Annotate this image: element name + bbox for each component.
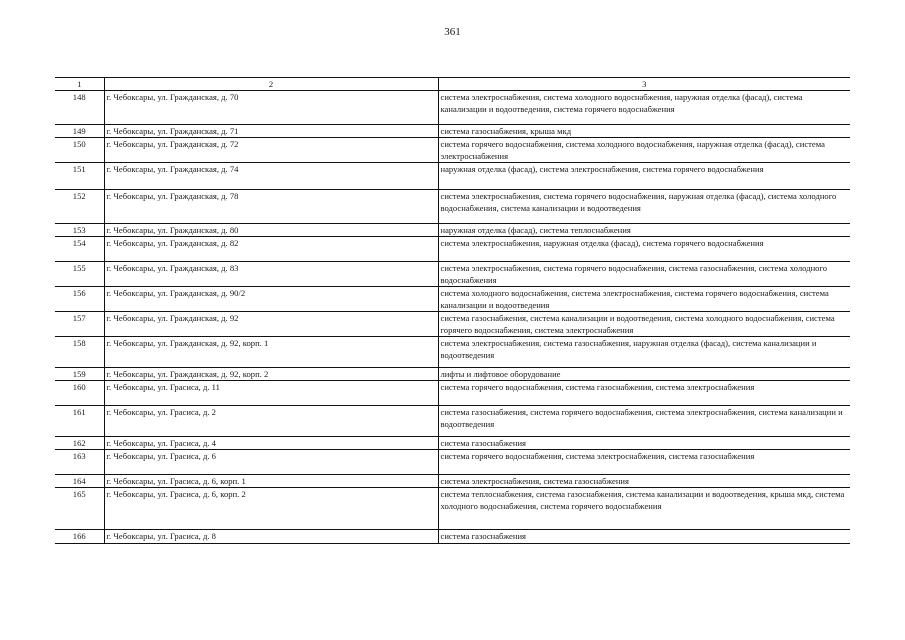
row-address: г. Чебоксары, ул. Гражданская, д. 92 [104,312,438,337]
row-number: 151 [55,163,104,190]
row-number: 164 [55,475,104,488]
row-address: г. Чебоксары, ул. Гражданская, д. 92, корп. 2 [104,368,438,381]
row-systems: система газоснабжения [438,530,850,544]
header-col-3: 3 [438,78,850,91]
table-row [55,368,850,381]
row-number: 150 [55,138,104,163]
row-address: г. Чебоксары, ул. Гражданская, д. 72 [104,138,438,163]
table-row [55,125,850,138]
row-address: г. Чебоксары, ул. Грасиса, д. 6, корп. 2 [104,488,438,530]
table-row [55,237,850,262]
row-number: 152 [55,190,104,224]
row-address: г. Чебоксары, ул. Грасиса, д. 6, корп. 1 [104,475,438,488]
table-row [55,450,850,475]
row-number: 159 [55,368,104,381]
table-row [55,381,850,406]
table-row [55,224,850,237]
row-number: 148 [55,91,104,125]
row-number: 157 [55,312,104,337]
table-row [55,437,850,450]
row-systems: система электроснабжения, наружная отделка (фасад), система горячего водоснабжения [438,237,850,262]
row-systems: система газоснабжения [438,437,850,450]
row-number: 156 [55,287,104,312]
table-row [55,337,850,368]
row-number: 149 [55,125,104,138]
row-systems: лифты и лифтовое оборудование [438,368,850,381]
row-address: г. Чебоксары, ул. Грасиса, д. 6 [104,450,438,475]
row-systems: система теплоснабжения, система газоснабжения, система канализации и водоотведения, крыша мкд, система холодного водоснабжения, система горячего водоснабжения [438,488,850,530]
row-address: г. Чебоксары, ул. Гражданская, д. 70 [104,91,438,125]
row-address: г. Чебоксары, ул. Гражданская, д. 92, корп. 1 [104,337,438,368]
row-address: г. Чебоксары, ул. Гражданская, д. 71 [104,125,438,138]
row-number: 155 [55,262,104,287]
row-systems: система горячего водоснабжения, система холодного водоснабжения, наружная отделка (фасад), система электроснабжения [438,138,850,163]
row-address: г. Чебоксары, ул. Гражданская, д. 74 [104,163,438,190]
row-address: г. Чебоксары, ул. Гражданская, д. 83 [104,262,438,287]
row-systems: система электроснабжения, система горячего водоснабжения, система газоснабжения, система холодного водоснабжения [438,262,850,287]
row-address: г. Чебоксары, ул. Грасиса, д. 8 [104,530,438,544]
row-systems: наружная отделка (фасад), система теплоснабжения [438,224,850,237]
table-row [55,163,850,190]
table-row [55,530,850,544]
row-systems: система электроснабжения, система газоснабжения, наружная отделка (фасад), система канализации и водоотведения [438,337,850,368]
row-systems: система газоснабжения, система горячего водоснабжения, система электроснабжения, система канализации и водоотведения [438,406,850,437]
row-number: 154 [55,237,104,262]
row-number: 165 [55,488,104,530]
row-systems: система электроснабжения, система газоснабжения [438,475,850,488]
row-number: 153 [55,224,104,237]
row-systems: система электроснабжения, система холодного водоснабжения, наружная отделка (фасад), система канализации и водоотведения, система горячего водоснабжения [438,91,850,125]
row-address: г. Чебоксары, ул. Гражданская, д. 90/2 [104,287,438,312]
row-systems: система электроснабжения, система горячего водоснабжения, наружная отделка (фасад), система холодного водоснабжения, система канализации и водоотведения [438,190,850,224]
table-row [55,488,850,530]
table-row [55,287,850,312]
row-address: г. Чебоксары, ул. Гражданская, д. 80 [104,224,438,237]
page-number: 361 [444,26,461,38]
table-row [55,91,850,125]
row-address: г. Чебоксары, ул. Гражданская, д. 78 [104,190,438,224]
table-row [55,262,850,287]
row-systems: система газоснабжения, крыша мкд [438,125,850,138]
row-address: г. Чебоксары, ул. Грасиса, д. 11 [104,381,438,406]
row-number: 163 [55,450,104,475]
row-systems: система холодного водоснабжения, система электроснабжения, система горячего водоснабжения, система канализации и водоотведения [438,287,850,312]
row-systems: система горячего водоснабжения, система электроснабжения, система газоснабжения [438,450,850,475]
table-row [55,406,850,437]
row-number: 161 [55,406,104,437]
table-row [55,312,850,337]
row-address: г. Чебоксары, ул. Грасиса, д. 2 [104,406,438,437]
row-systems: наружная отделка (фасад), система электроснабжения, система горячего водоснабжения [438,163,850,190]
table-row [55,138,850,163]
header-col-1: 1 [55,78,104,91]
row-number: 160 [55,381,104,406]
repair-systems-table [55,77,850,544]
row-number: 166 [55,530,104,544]
row-systems: система газоснабжения, система канализации и водоотведения, система холодного водоснабжения, система горячего водоснабжения, система электроснабжения [438,312,850,337]
table-row [55,190,850,224]
table-header-row [55,78,850,91]
row-number: 162 [55,437,104,450]
table-row [55,475,850,488]
row-address: г. Чебоксары, ул. Грасиса, д. 4 [104,437,438,450]
row-number: 158 [55,337,104,368]
row-address: г. Чебоксары, ул. Гражданская, д. 82 [104,237,438,262]
header-col-2: 2 [104,78,438,91]
row-systems: система горячего водоснабжения, система газоснабжения, система электроснабжения [438,381,850,406]
